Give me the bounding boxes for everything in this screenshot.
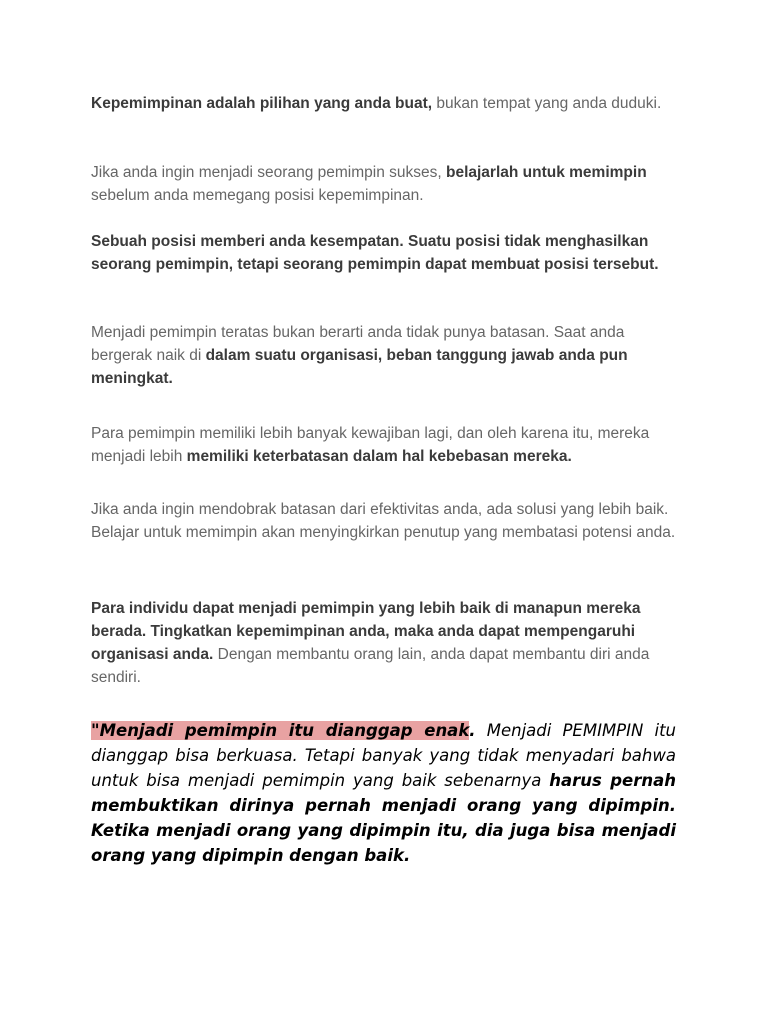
paragraph-2-text-end: sebelum anda memegang posisi kepemimpinan. xyxy=(91,187,424,204)
paragraph-5 xyxy=(91,422,686,468)
paragraph-4 xyxy=(91,321,686,390)
paragraph-1 xyxy=(91,92,686,115)
paragraph-7-bold: Para individu dapat menjadi pemimpin yang lebih baik di manapun mereka berada. Tingkatkan kepemimpinan anda, maka anda dapat mempengaruhi organisasi anda. xyxy=(91,600,641,663)
paragraph-7 xyxy=(91,597,686,689)
paragraph-4-bold: dalam suatu organisasi, beban tanggung jawab anda pun meningkat. xyxy=(91,347,628,387)
paragraph-5-bold: memiliki keterbatasan dalam hal kebebasan mereka. xyxy=(186,448,572,465)
quote-bold-text: harus pernah membuktikan dirinya pernah menjadi orang yang dipimpin. Ketika menjadi orang yang dipimpin itu, dia juga bisa menjadi orang yang dipimpin dengan baik. xyxy=(91,771,676,865)
highlighted-quote xyxy=(91,718,676,868)
paragraph-2-text: Jika anda ingin menjadi seorang pemimpin sukses, xyxy=(91,164,446,181)
paragraph-2-bold: belajarlah untuk memimpin xyxy=(445,164,647,181)
paragraph-5-text: Para pemimpin memiliki lebih banyak kewajiban lagi, dan oleh karena itu, mereka menjadi lebih xyxy=(91,425,650,465)
paragraph-6 xyxy=(91,498,686,544)
quote-normal-text: Menjadi PEMIMPIN itu dianggap bisa berkuasa. Tetapi banyak yang tidak menyadari bahwa untuk bisa menjadi pemimpin yang baik sebenarnya xyxy=(91,721,676,790)
paragraph-4-text: Menjadi pemimpin teratas bukan berarti anda tidak punya batasan. Saat anda bergerak naik di xyxy=(91,324,625,364)
quote-period: . xyxy=(469,721,476,740)
paragraph-6-text: Jika anda ingin mendobrak batasan dari efektivitas anda, ada solusi yang lebih baik. Belajar untuk memimpin akan menyingkirkan penutup yang membatasi potensi anda. xyxy=(91,501,676,541)
paragraph-7-text: Dengan membantu orang lain, anda dapat membantu diri anda sendiri. xyxy=(91,646,650,686)
paragraph-1-text: bukan tempat yang anda duduki. xyxy=(432,95,662,112)
paragraph-3 xyxy=(91,230,686,276)
quote-highlight: "Menjadi pemimpin itu dianggap enak xyxy=(91,721,470,740)
paragraph-2 xyxy=(91,161,686,207)
paragraph-3-bold: Sebuah posisi memberi anda kesempatan. Suatu posisi tidak menghasilkan seorang pemimpin, tetapi seorang pemimpin dapat membuat posisi tersebut. xyxy=(91,233,659,273)
paragraph-1-bold: Kepemimpinan adalah pilihan yang anda buat, xyxy=(91,95,433,112)
